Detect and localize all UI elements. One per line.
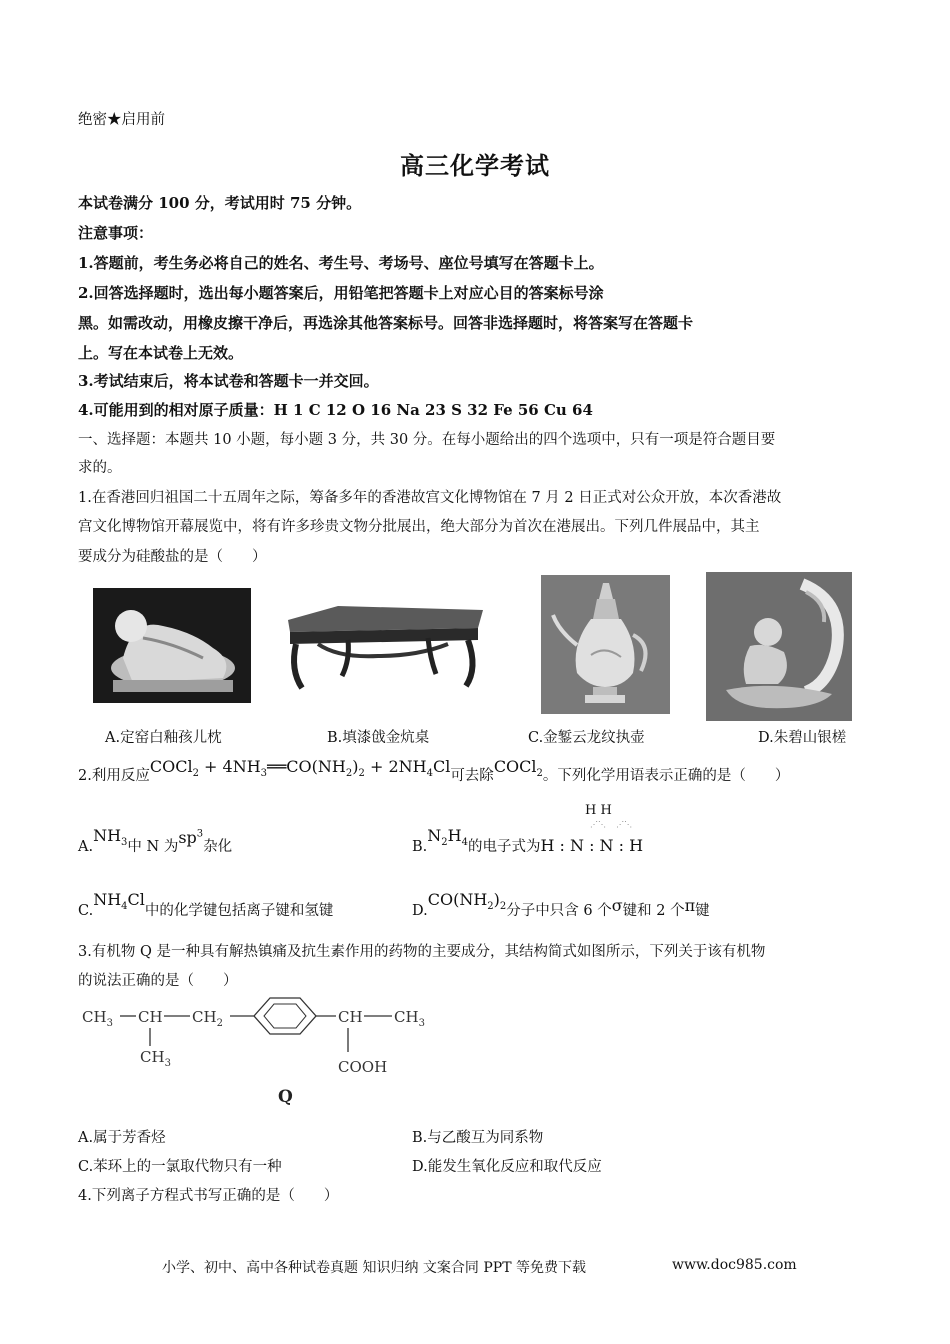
q2-eq-co: ══CO	[267, 757, 312, 776]
section-1-line2: 求的。	[78, 460, 122, 476]
q2-option-a: $A.NH_3$中 N 为$sp^3$杂化	[78, 826, 233, 855]
struct-ch3-down: $CH_3$	[140, 1048, 171, 1069]
q2-b-text: 的电子式为	[467, 839, 541, 855]
secret-label: 绝密★启用前	[78, 112, 165, 128]
q1-line3: 要成分为硅酸盐的是（ ）	[78, 549, 267, 565]
q3-option-a: A.属于芳香烃	[78, 1130, 166, 1146]
q2-d-text2: 键和 2 个	[622, 903, 685, 919]
notice-item-2-line1: 2.回答选择题时，选出每小题答案后，用铅笔把答题卡上对应心目的答案标号涂	[78, 284, 604, 302]
q2-c-label: C.	[78, 903, 94, 919]
notice-item-4: 4.可能用到的相对原子质量：H 1 C 12 O 16 Na 23 S 32 Fe 56 Cu 64	[78, 401, 593, 419]
struct-ch3-left: $CH_3$	[82, 1008, 113, 1029]
q2-option-c: $C.NH_4Cl$中的化学键包括离子键和氢键	[78, 890, 334, 919]
q2-b-electron-formula: H : N : N : H	[540, 836, 644, 855]
q2-option-d: $D.CO(NH_2)_2$分子中只含 6 个σ键和 2 个π键	[412, 890, 710, 919]
score-time: 本试卷满分 100 分，考试用时 75 分钟。	[78, 194, 362, 212]
q1-line2: 宫文化博物馆开幕展览中，将有许多珍贵文物分批展出，绝大部分为首次在港展出。下列几件展品中，其主	[78, 519, 760, 535]
q1-option-a: A.定窑白釉孩儿枕	[105, 730, 222, 746]
q1-option-d: D.朱碧山银槎	[758, 730, 847, 746]
q3-option-b: B.与乙酸互为同系物	[412, 1130, 544, 1146]
notice-item-2-line2: 黑。如需改动，用橡皮擦干净后，再选涂其他答案标号。回答非选择题时，将答案写在答题卡	[78, 314, 694, 332]
q4-line1: 4.下列离子方程式书写正确的是（ ）	[78, 1188, 339, 1204]
q1-image-c-ewer	[541, 575, 670, 714]
q2-d-pi: π	[684, 896, 696, 915]
q1-option-b: B.填漆戗金炕桌	[327, 730, 430, 746]
notice-item-3: 3.考试结束后，将本试卷和答题卡一并交回。	[78, 372, 379, 390]
q2-b-label: B.	[412, 839, 428, 855]
q3-option-c: C.苯环上的一氯取代物只有一种	[78, 1159, 282, 1175]
footer-url[interactable]: www.doc985.com	[672, 1257, 797, 1273]
q3-structure	[78, 994, 438, 1110]
q3-line1: 3.有机物 Q 是一种具有解热镇痛及抗生素作用的药物的主要成分，其结构简式如图所示，下列关于该有机物	[78, 944, 766, 960]
q1-image-b-table	[278, 600, 490, 695]
q2-prefix: 2.利用反应	[78, 768, 150, 784]
notice-item-1: 1.答题前，考生务必将自己的姓名、考生号、考场号、座位号填写在答题卡上。	[78, 254, 604, 272]
q2-eq-nh2: NH	[317, 757, 346, 776]
q2-a-text2: 杂化	[203, 839, 233, 855]
benzene-ring	[254, 998, 316, 1034]
q2-a-mol: NH	[93, 826, 122, 845]
q2-suffix: 。下列化学用语表示正确的是（ ）	[542, 768, 790, 784]
q3-option-d: D.能发生氧化反应和取代反应	[412, 1159, 602, 1175]
struct-label-q: Q	[278, 1087, 293, 1107]
q2-d-text3: 键	[695, 903, 710, 919]
q2-b-dots: ⋰⋱ ⋰⋱	[590, 820, 633, 829]
q2-equation: COCl$_2$ + $4NH_3══CO(NH_2)_2 + 2NH_4Cl$	[149, 757, 451, 780]
q2-eq-nh3: + 4NH	[198, 757, 261, 776]
struct-ch-right: CH	[338, 1008, 363, 1026]
q2-d-text1: 分子中只含 6 个	[506, 903, 612, 919]
struct-cooh: COOH	[338, 1058, 388, 1076]
q2-d-nh2: NH	[459, 890, 488, 909]
q1-line1: 1.在香港回归祖国二十五周年之际，筹备多年的香港故宫文化博物馆在 7 月 2 日正式对公众开放，本次香港故	[78, 490, 782, 506]
q2-c-cl: Cl	[127, 890, 145, 909]
struct-ch: CH	[138, 1008, 163, 1026]
notice-heading: 注意事项：	[78, 224, 154, 242]
page-title: 高三化学考试	[400, 151, 550, 180]
q2-middle: 可去除	[450, 768, 494, 784]
q1-image-d-silver-raft	[706, 572, 852, 721]
q2-eq-nh4: + 2NH	[364, 757, 427, 776]
section-1-line1: 一、选择题：本题共 10 小题，每小题 3 分，共 30 分。在每小题给出的四个选项中，只有一项是符合题目要	[78, 432, 776, 448]
q1-image-a-pillow	[93, 588, 251, 703]
q2-eq-cl: Cl	[432, 757, 451, 776]
q2-b-n: N	[427, 826, 442, 845]
footer-text: 小学、初中、高中各种试卷真题 知识归纳 文案合同 PPT 等免费下载	[162, 1260, 586, 1276]
q2-a-text1: 中 N 为	[127, 839, 179, 855]
q2-option-b: $B.N_2H_4$的电子式为H : N : N : H	[412, 826, 644, 855]
q2-eq-cocl: COCl	[149, 757, 193, 776]
q2-d-label: D.	[412, 903, 428, 919]
struct-ch2: $CH_2$	[192, 1008, 223, 1029]
struct-ch3-right: $CH_3$	[394, 1008, 425, 1029]
q2-d-co: CO	[427, 890, 454, 909]
q2-question: 2.利用反应COCl$_2$ + $4NH_3══CO(NH_2)_2 + 2NH_4Cl$可去除COCl$_2$。下列化学用语表示正确的是（ ）	[78, 757, 790, 784]
q3-line2: 的说法正确的是（ ）	[78, 973, 238, 989]
q1-option-c: C.金錾云龙纹执壶	[528, 730, 645, 746]
q2-b-electron-top: H H	[585, 803, 612, 818]
q2-target: COCl	[493, 757, 537, 776]
q2-b-h: H	[447, 826, 462, 845]
notice-item-2-line3: 上。写在本试卷上无效。	[78, 344, 244, 362]
q2-a-sp: sp	[178, 828, 197, 847]
q2-c-text: 中的化学键包括离子键和氢键	[144, 903, 334, 919]
q2-a-label: A.	[78, 839, 94, 855]
q2-c-nh: NH	[93, 890, 122, 909]
q2-d-sigma: σ	[611, 896, 623, 915]
